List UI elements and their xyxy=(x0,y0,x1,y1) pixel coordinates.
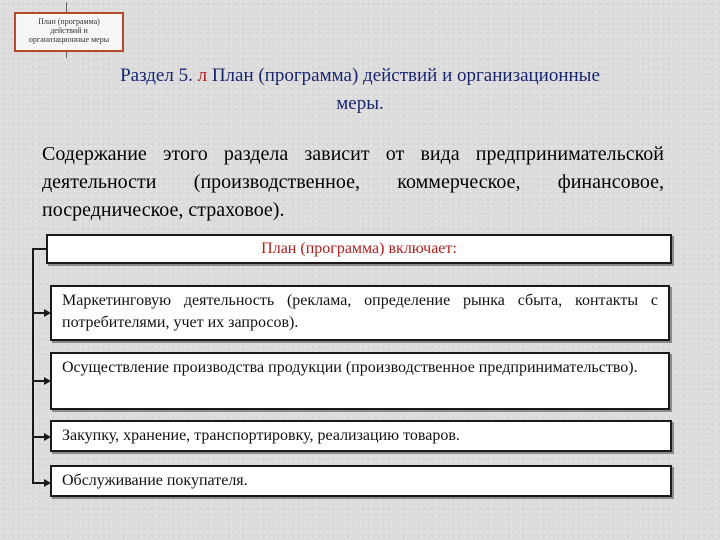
connector-branch xyxy=(32,482,44,484)
connector-branch xyxy=(32,436,44,438)
connector-branch xyxy=(32,380,44,382)
plan-item: Осуществление производства продукции (производственное предпринимательство). xyxy=(50,352,670,410)
title-section-number: Раздел 5. xyxy=(120,65,193,86)
thumbnail-line: План (программа) xyxy=(38,17,100,26)
plan-item: Маркетинговую деятельность (реклама, определение рынка сбыта, контакты с потребителями, учет их запросов). xyxy=(50,285,670,341)
slide-thumbnail[interactable] xyxy=(14,12,124,52)
intro-paragraph: Содержание этого раздела зависит от вида предпринимательской деятельности (производственное, коммерческое, финансовое, посредническое, страховое). xyxy=(42,143,664,221)
title-accent: л xyxy=(197,65,208,86)
thumbnail-connector-bottom xyxy=(66,52,67,58)
plan-item: Закупку, хранение, транспортировку, реализацию товаров. xyxy=(50,420,672,452)
connector-branch xyxy=(32,312,44,314)
plan-item: Обслуживание покупателя. xyxy=(50,465,672,497)
connector-vertical-line xyxy=(32,248,34,484)
thumbnail-connector xyxy=(66,2,67,12)
title-text: План (программа) действий и организационные меры. xyxy=(211,65,600,114)
page-title xyxy=(120,62,600,118)
plan-header-box: План (программа) включает: xyxy=(46,234,672,264)
thumbnail-line: действий и xyxy=(50,26,88,35)
thumbnail-line: организационные меры xyxy=(28,35,110,44)
